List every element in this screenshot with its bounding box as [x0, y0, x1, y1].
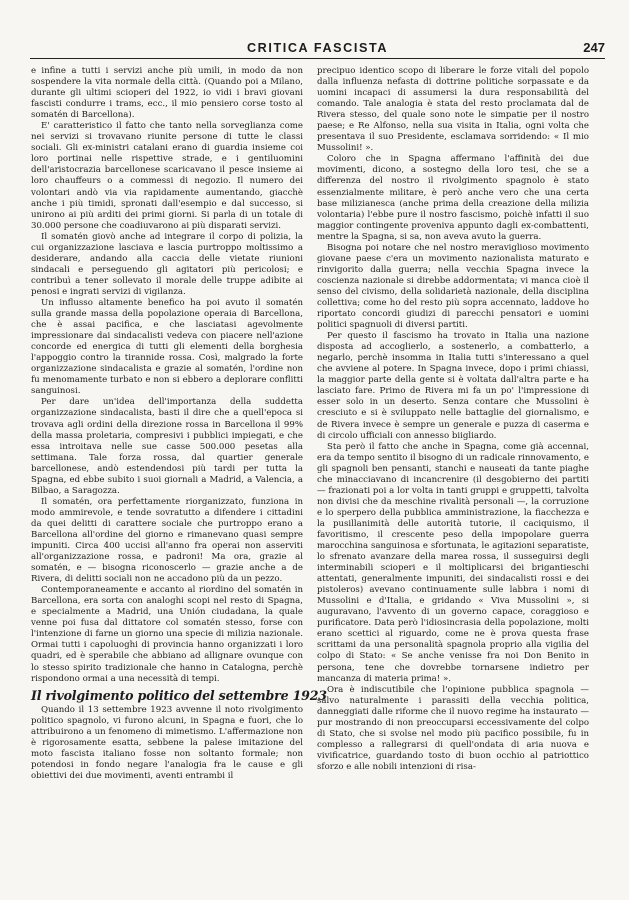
journal-title: CRITICA FASCISTA	[246, 41, 389, 55]
paragraph: Sta però il fatto che anche in Spagna, come già accennai, era da tempo sentito il bisogno di un radicale rinnovamento, e gli spagnoli ben pensanti, stanchi e nauseati da tante piaghe che minacciavano di incancrenire (il desgobierno dei partiti — frazionati poi a lor volta in tanti gruppi e gruppetti, talvolta non divisi che da meschine rivalità personali —, la corruzione e lo sperpero della pubblica amministrazione, la fiacchezza e la pusillanimità delle autorità tutorie, il caciquismo, il favoritismo, il crescente peso della impopolare guerra marocchina sanguinosa e sfortunata, le agitazioni separatiste, lo sfrenato avanzare della marea rossa, il susseguirsi degli interminabili scioperi e il moltiplicarsi dei brigantieschi attentati, generalmente impuniti, dei sindacalisti rossi e dei pistoleros) avevano continuamente sulle labbra i nomi di Mussolini e d'Italia, e gridando « Viva Mussolini », si auguravano, l'avvento di un governo capace, coraggioso e purificatore. Data però l'idiosincrasia della popolazione, molti erano scettici al riguardo, come ne è prova questa frase scrittami da una personalità spagnola proprio alla vigilia del colpo di Stato: « Se anche venisse fra noi Don Benito in persona, tene che dovrebbe tornarsene indietro per mancanza di materia prima! ».	[317, 441, 589, 684]
paragraph: e infine a tutti i servizi anche più umili, in modo da non sospendere la vita normale della città. (Quando poi a Milano, durante gli ultimi scioperi del 1922, io vidi i bravi giovani fascisti condurre i trams, ecc., il mio pensiero corse tosto al somatén di Barcellona).	[31, 66, 303, 121]
paragraph: Per questo il fascismo ha trovato in Italia una nazione disposta ad accoglierlo, a sostenerlo, a combatterlo, a negarlo, perchè insomma in Italia tutti s'interessano a quel che avviene al potere. In Spagna invece, dopo i primi chiassi, la maggior parte della gente si è voltata dall'altra parte e ha lasciato fare. Primo de Rivera mi fa un po' l'impressione di esser solo in un deserto. Senza contare che Mussolini è cresciuto e si è sviluppato nelle battaglie del giornalismo, e de Rivera invece è sempre un generale e puzza di caserma e di circolo ufficiali con annesso biigliardo.	[317, 331, 589, 441]
paragraph: precipuo identico scopo di liberare le forze vitali del popolo dalla influenza nefasta di dottrine politiche sorpassate e da uomini incapaci di assumersi la dura responsabilità del comando. Tale analogia è stata del resto proclamata dal de Rivera stesso, del quale sono note le simpatie per il nostro paese; e Re Alfonso, nella sua visita in Italia, ogni volta che presentava il suo Presidente, esclamava sorridendo: « Il mio Mussolini! ».	[317, 66, 589, 154]
paragraph: Per dare un'idea dell'importanza della suddetta organizzazione sindacalista, basti il dire che a quell'epoca si trovava agli ordini della direzione rossa in Barcellona il 99% della massa proletaria, compresivi i pubblici impiegati, e che essa introitava nelle sue casse 500.000 pesetas alla settimana. Tale forza rossa, dal quartier generale barcellonese, andò estendendosi più tardi per tutta la Spagna, ed ebbe subito i suoi giornali a Madrid, a Valencia, a Bilbao, a Saragozza.	[31, 397, 303, 496]
header-rule	[30, 58, 605, 59]
paragraph: Un influsso altamente benefico ha poi avuto il somatén sulla grande massa della popolazione operaia di Barcellona, che è assai pacifica, e che lasciatasi agevolmente impressionare dai sindacalisti vedeva con piacere nell'azione concorde ed energica di tutti gli elementi della borghesia l'appoggio contro la tirannide rossa. Così, malgrado la forte organizzazione sindacalista e grazie al somatén, l'ordine non fu menomamente turbato e non si ebbero a deplorare conflitti sanguinosi.	[31, 297, 303, 397]
paragraph: Bisogna poi notare che nel nostro meraviglioso movimento giovane paese c'era un movimento nazionalista maturato e rinvigorito dalla guerra; nella vecchia Spagna invece la coscienza nazionale si direbbe addormentata; vi manca cioè il senso del civismo, della solidarietà nazionale, della disciplina collettiva; come ho del resto più sopra accennato, laddove ho riportato concordi giudizi di parecchi pensatori e uomini politici spagnuoli di diversi partiti.	[317, 242, 589, 331]
right-column	[317, 66, 589, 773]
page-number: 247	[583, 40, 605, 55]
paragraph: E' caratteristico il fatto che tanto nella sorveglianza come nei servizi si trovavano riunite persone di tutte le classi sociali. Gli ex-ministri catalani erano di guardia insieme coi loro portinai nelle rispettive strade, e i gentiluomini dell'aristocrazia barcellonese scaricavano il pesce insieme ai loro chauffeurs o a commessi di negozio. Il numero dei volontari andò via via rapidamente aumentando, giacchè anche i più timidi, spronati dall'esempio e dal successo, si unirono ai più arditi dei primi giorni. Si parla di un totale di 30.000 persone che coadiuvarono ai più disparati servizi.	[31, 121, 303, 231]
paragraph: Coloro che in Spagna affermano l'affinità dei due movimenti, dicono, a sostegno della loro tesi, che se a differenza del nostro il rivolgimento spagnolo è stato essenzialmente militare, è però anche vero che una certa base milizianesca (anche prima della creazione della milizia volontaria) l'ebbe pure il nostro fascismo, poichè infatti il suo maggior contingente proveniva appunto dagli ex-combattenti, mentre la Spagna, si sa, non aveva avuto la guerra.	[317, 154, 589, 242]
paragraph: Il somatén giovò anche ad integrare il corpo di polizia, la cui organizzazione lasciava e lascia purtroppo moltissimo a desiderare, andando alla caccia delle vietate riunioni sindacali e perseguendo gli agitatori più pericolosi; e contribuì a tener sollevato il morale delle truppe adibite ai penosi e ingrati servizi di vigilanza.	[31, 231, 303, 297]
paragraph: Contemporaneamente e accanto al riordino del somatén in Barcellona, era sorta con analoghi scopi nel resto di Spagna, e specialmente a Madrid, una Unión ciudadana, la quale venne poi fusa dal dittatore col somatén stesso, forse con l'intenzione di farne un giorno una specie di milizia nazionale. Ormai tutti i capoluoghi di provincia hanno organizzati i loro quadri, ed è sperabile che abbiano ad allignare ovunque con lo stesso spirito tradizionale che hanno in Catalogna, perchè rispondono ormai a una necessità di tempi.	[31, 585, 303, 684]
paragraph: Ora è indiscutibile che l'opinione pubblica spagnola — salvo naturalmente i parassiti della vecchia politica, danneggiati dalle riforme che il nuovo regime ha instaurato — pur mostrando di non preoccuparsi eccessivamente del colpo di Stato, che si svolse nel modo più pacifico possibile, fu in complesso a rallegrarsi di quell'ondata di aria nuova e vivificatrice, guardando tosto di buon occhio al patriottico sforzo e alle nobili intenzioni di risa-	[317, 684, 589, 772]
left-column	[31, 66, 327, 782]
running-header	[30, 37, 605, 59]
section-heading: Il rivolgimento politico del settembre 1923	[31, 687, 327, 703]
paragraph: Quando il 13 settembre 1923 avvenne il noto rivolgimento politico spagnolo, vi furono alcuni, in Spagna e fuori, che lo attribuirono a un fenomeno di mimetismo. L'affermazione non è rigorosamente esatta, sebbene la palese imitazione del moto fascista italiano fosse non soltanto formale; non potendosi in fondo negare l'analogia fra le cause e gli obiettivi dei due movimenti, aventi entrambi il	[31, 704, 303, 781]
paragraph: Il somatén, ora perfettamente riorganizzato, funziona in modo ammirevole, e tende sovratutto a difendere i cittadini da quei delitti di carattere sociale che purtroppo erano a Barcellona all'ordine del giorno e rimanevano quasi sempre impuniti. Circa 400 uccisi all'anno fra operai non asserviti all'organizzazione rossa, e padroni! Ma ora, grazie al somatén, e — bisogna riconoscerlo — grazie anche a de Rivera, di delitti sociali non ne accadono più da un pezzo.	[31, 496, 303, 585]
